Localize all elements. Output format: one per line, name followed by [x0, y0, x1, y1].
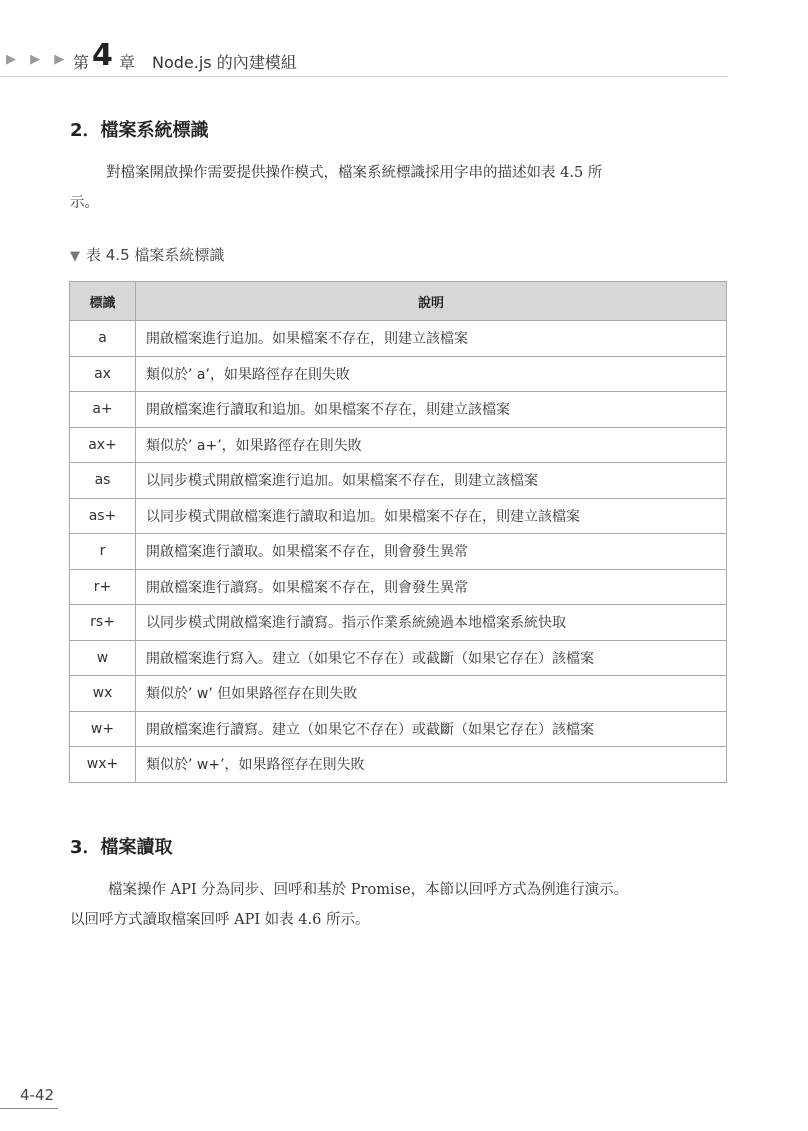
- flag-cell: a: [70, 321, 136, 357]
- flag-cell: r+: [70, 569, 136, 605]
- flag-cell: rs+: [70, 605, 136, 641]
- table-row: [70, 676, 727, 712]
- caption-triangle-icon: ▼: [70, 249, 80, 264]
- file-flags-table: [69, 281, 727, 783]
- table-row: [70, 498, 727, 534]
- description-cell: 開啟檔案進行寫入。建立（如果它不存在）或截斷（如果它存在）該檔案: [136, 640, 727, 676]
- section-2-paragraph: [70, 158, 730, 218]
- page-number-rule: [0, 1108, 58, 1109]
- section-2-title: 2．檔案系統標識: [70, 120, 209, 141]
- description-cell: 類似於’ a’，如果路徑存在則失敗: [136, 356, 727, 392]
- table-row: [70, 321, 727, 357]
- flag-cell: a+: [70, 392, 136, 428]
- table-row: [70, 427, 727, 463]
- flag-cell: w+: [70, 711, 136, 747]
- description-cell: 開啟檔案進行讀寫。建立（如果它不存在）或截斷（如果它存在）該檔案: [136, 711, 727, 747]
- paragraph-line: 示。: [70, 195, 99, 211]
- table-caption-text: 表 4.5 檔案系統標識: [86, 246, 225, 264]
- header-flag: 標識: [70, 282, 136, 321]
- table-body: [70, 321, 727, 783]
- description-cell: 以同步模式開啟檔案進行讀寫。指示作業系統繞過本地檔案系統快取: [136, 605, 727, 641]
- flag-cell: ax+: [70, 427, 136, 463]
- chapter-prefix: 第: [73, 53, 90, 72]
- paragraph-line: 以回呼方式讀取檔案回呼 API 如表 4.6 所示。: [70, 912, 370, 928]
- flag-cell: as+: [70, 498, 136, 534]
- page-number: 4-42: [20, 1086, 55, 1104]
- table-row: [70, 747, 727, 783]
- header-description: 說明: [136, 282, 727, 321]
- paragraph-line: 檔案操作 API 分為同步、回呼和基於 Promise，本節以回呼方式為例進行演示。: [108, 882, 629, 898]
- flag-cell: ax: [70, 356, 136, 392]
- description-cell: 開啟檔案進行追加。如果檔案不存在，則建立該檔案: [136, 321, 727, 357]
- description-cell: 以同步模式開啟檔案進行讀取和追加。如果檔案不存在，則建立該檔案: [136, 498, 727, 534]
- section-3-title: 3．檔案讀取: [70, 837, 173, 858]
- chapter-number: 4: [92, 38, 113, 73]
- description-cell: 以同步模式開啟檔案進行追加。如果檔案不存在，則建立該檔案: [136, 463, 727, 499]
- table-row: [70, 640, 727, 676]
- description-cell: 開啟檔案進行讀取。如果檔案不存在，則會發生異常: [136, 534, 727, 570]
- description-cell: 開啟檔案進行讀寫。如果檔案不存在，則會發生異常: [136, 569, 727, 605]
- table-row: [70, 569, 727, 605]
- table-row: [70, 463, 727, 499]
- triangle-arrows-icon: ▶ ▶ ▶: [6, 52, 70, 67]
- flag-cell: as: [70, 463, 136, 499]
- flag-cell: wx: [70, 676, 136, 712]
- table-row: [70, 356, 727, 392]
- description-cell: 類似於’ a+’，如果路徑存在則失敗: [136, 427, 727, 463]
- running-header: [0, 40, 728, 77]
- paragraph-line: 對檔案開啟操作需要提供操作模式，檔案系統標識採用字串的描述如表 4.5 所: [106, 165, 603, 181]
- section-3-paragraph: [70, 875, 730, 935]
- chapter-title: Node.js 的內建模組: [152, 53, 297, 72]
- description-cell: 開啟檔案進行讀取和追加。如果檔案不存在，則建立該檔案: [136, 392, 727, 428]
- chapter-suffix: 章: [119, 53, 136, 72]
- description-cell: 類似於’ w’ 但如果路徑存在則失敗: [136, 676, 727, 712]
- flag-cell: r: [70, 534, 136, 570]
- table-row: [70, 392, 727, 428]
- table-caption: [70, 244, 224, 265]
- table-row: [70, 534, 727, 570]
- table-header-row: [70, 282, 727, 321]
- flag-cell: wx+: [70, 747, 136, 783]
- table-row: [70, 605, 727, 641]
- flag-cell: w: [70, 640, 136, 676]
- table-row: [70, 711, 727, 747]
- description-cell: 類似於’ w+’，如果路徑存在則失敗: [136, 747, 727, 783]
